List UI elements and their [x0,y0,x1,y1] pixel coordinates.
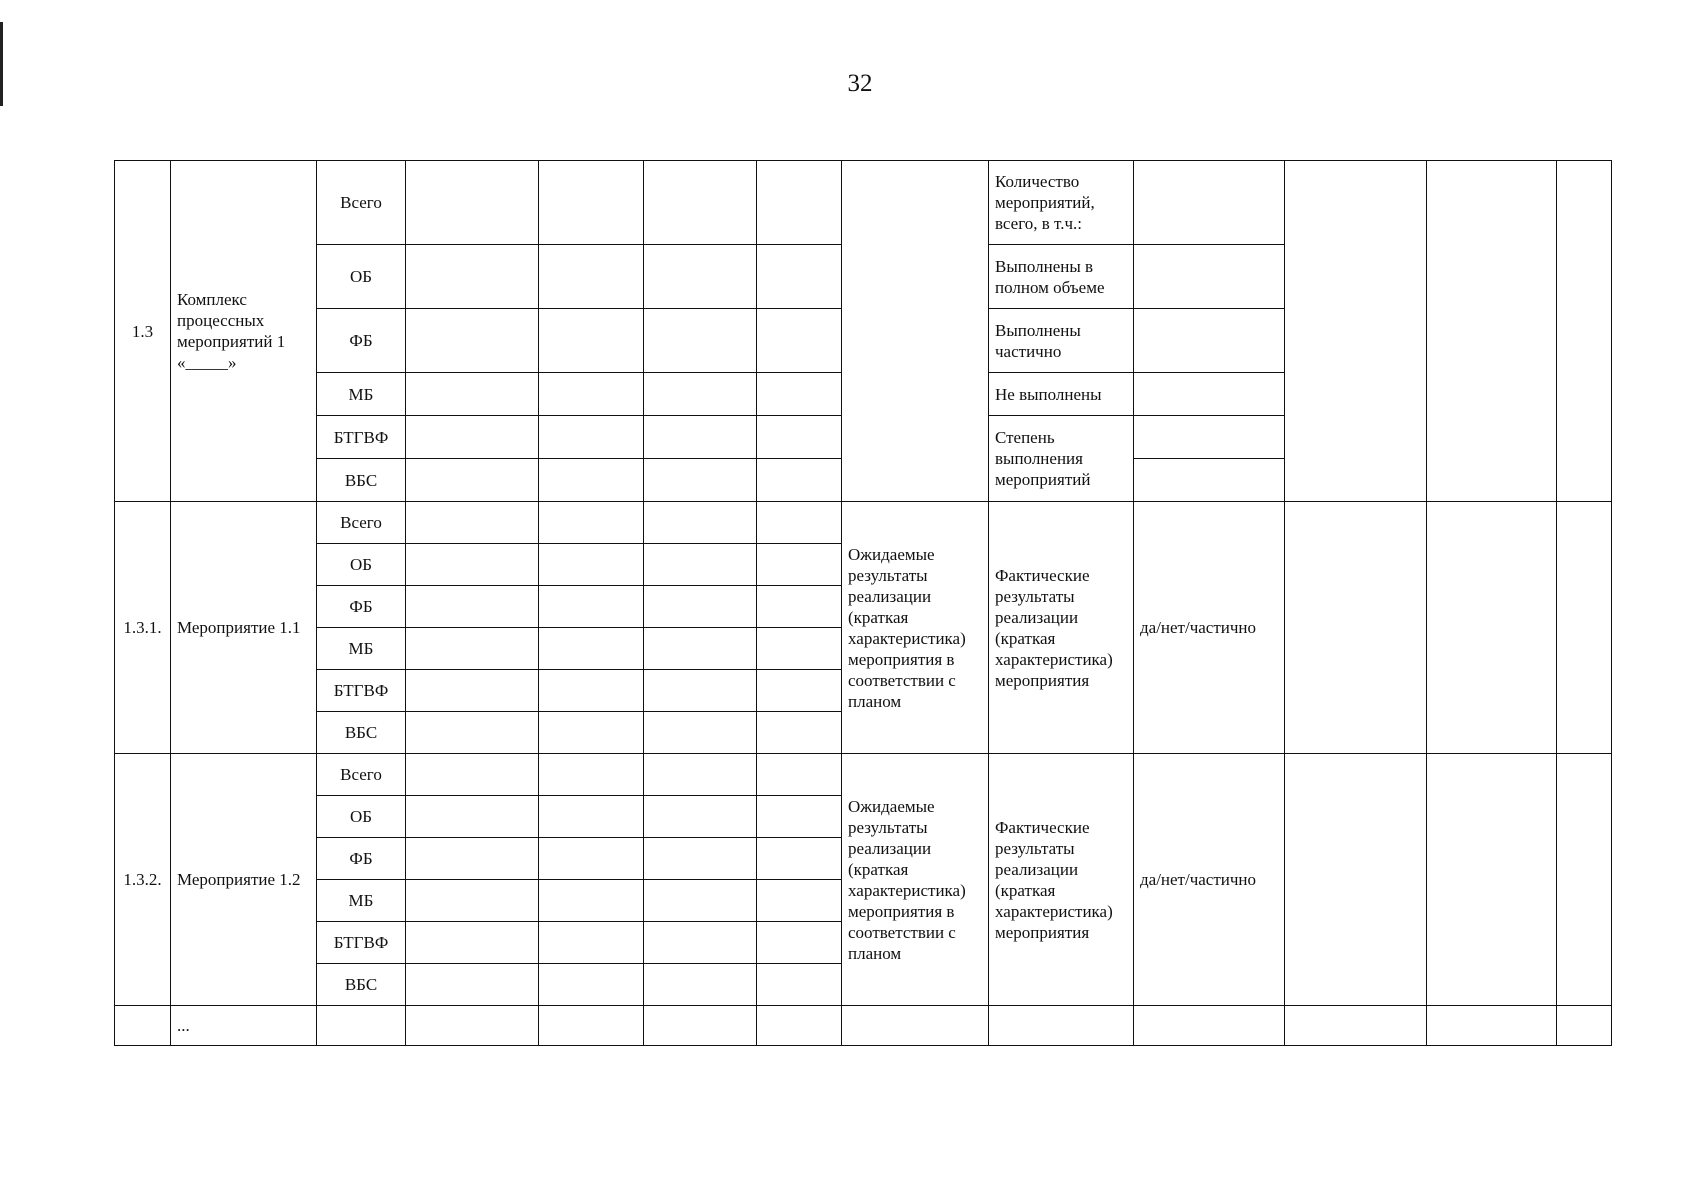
table-cell [644,459,757,502]
table-row [115,754,1612,796]
table-cell [406,1006,539,1046]
table-cell [644,1006,757,1046]
table-cell [539,373,644,416]
table-cell [539,880,644,922]
table-cell [644,922,757,964]
source-label: Всего [317,502,406,544]
table-cell [539,670,644,712]
table-cell [1427,502,1557,754]
table-cell [1134,309,1285,373]
table-cell [644,670,757,712]
table-cell [757,670,842,712]
table-cell [1285,754,1427,1006]
table-cell [644,754,757,796]
section-title: Комплекс процессных мероприятий 1 «_____» [171,161,317,502]
table-cell [757,586,842,628]
table-cell [757,502,842,544]
table-row [115,1006,1612,1046]
table-cell [406,373,539,416]
source-label: ВБС [317,459,406,502]
table-cell [644,373,757,416]
table-cell [1427,1006,1557,1046]
table-cell [757,309,842,373]
table-cell [539,964,644,1006]
table-cell [406,964,539,1006]
table-cell [757,416,842,459]
indicator-completed-full: Выполнены в полном объеме [989,245,1134,309]
table-cell [644,161,757,245]
indicator-completion-degree: Степень выполнения мероприятий [989,416,1134,502]
table-cell [757,373,842,416]
table-cell [1427,754,1557,1006]
activity-number: 1.3.1. [115,502,171,754]
table-cell [644,502,757,544]
table-cell [1134,373,1285,416]
table-cell [406,416,539,459]
source-label: ОБ [317,544,406,586]
table-cell [1557,161,1612,502]
table-cell [757,838,842,880]
table-cell [644,586,757,628]
source-label: МБ [317,880,406,922]
table-cell [406,670,539,712]
table-cell [1285,161,1427,502]
table-cell [539,459,644,502]
completion-status: да/нет/частично [1134,754,1285,1006]
source-label: Всего [317,754,406,796]
source-label: ФБ [317,309,406,373]
source-label: БТГВФ [317,922,406,964]
table-cell [317,1006,406,1046]
source-label: ВБС [317,712,406,754]
completion-status: да/нет/частично [1134,502,1285,754]
activity-number: 1.3.2. [115,754,171,1006]
table-cell [406,838,539,880]
table-cell [1427,161,1557,502]
table-cell [1134,416,1285,459]
table-cell [757,245,842,309]
table-cell [539,586,644,628]
table-cell [539,502,644,544]
table-cell [406,712,539,754]
table-cell [1134,1006,1285,1046]
table-cell [406,796,539,838]
table-cell [406,245,539,309]
actual-results: Фактические результаты реализации (краткая характеристика) мероприятия [989,754,1134,1006]
table-cell [989,1006,1134,1046]
table-cell [1285,502,1427,754]
table-cell [539,838,644,880]
source-label: ОБ [317,796,406,838]
table-cell [1134,161,1285,245]
expected-results: Ожидаемые результаты реализации (краткая характеристика) мероприятия в соответствии с планом [842,502,989,754]
table-cell [644,838,757,880]
table-cell [757,964,842,1006]
ellipsis-cell: ... [171,1006,317,1046]
table-cell [406,880,539,922]
source-label: БТГВФ [317,416,406,459]
table-cell [539,922,644,964]
table-cell [539,245,644,309]
source-label: ФБ [317,838,406,880]
table-cell [644,796,757,838]
table-cell [539,628,644,670]
indicator-completed-partial: Выполнены частично [989,309,1134,373]
source-label: ОБ [317,245,406,309]
table-cell [757,459,842,502]
table-cell [539,161,644,245]
indicator-not-completed: Не выполнены [989,373,1134,416]
activity-title: Мероприятие 1.2 [171,754,317,1006]
source-label: МБ [317,628,406,670]
source-label: Всего [317,161,406,245]
table-cell [406,544,539,586]
table-cell [539,754,644,796]
table-cell [539,712,644,754]
table-cell [842,161,989,502]
table-cell [1134,245,1285,309]
source-label: ВБС [317,964,406,1006]
table-cell [539,544,644,586]
table-cell [539,1006,644,1046]
table-cell [539,416,644,459]
table-cell [644,416,757,459]
source-label: МБ [317,373,406,416]
source-label: БТГВФ [317,670,406,712]
table-cell [1285,1006,1427,1046]
table-cell [757,922,842,964]
table-cell [757,161,842,245]
table-cell [406,628,539,670]
table-cell [1134,459,1285,502]
table-cell [757,628,842,670]
source-label: ФБ [317,586,406,628]
table-cell [406,754,539,796]
activity-title: Мероприятие 1.1 [171,502,317,754]
table-cell [842,1006,989,1046]
table-cell [757,544,842,586]
indicator-count-total: Количество мероприятий, всего, в т.ч.: [989,161,1134,245]
table-cell [406,459,539,502]
table-cell [757,796,842,838]
table-cell [757,1006,842,1046]
table-cell [644,712,757,754]
table-cell [644,964,757,1006]
table-cell [1557,1006,1612,1046]
table-cell [115,1006,171,1046]
expected-results: Ожидаемые результаты реализации (краткая характеристика) мероприятия в соответствии с планом [842,754,989,1006]
section-number: 1.3 [115,161,171,502]
table-cell [644,245,757,309]
table-row [115,502,1612,544]
table-cell [406,586,539,628]
table-cell [757,712,842,754]
table-cell [406,502,539,544]
table-cell [406,161,539,245]
table-cell [406,922,539,964]
table-cell [539,309,644,373]
table-cell [644,309,757,373]
actual-results: Фактические результаты реализации (краткая характеристика) мероприятия [989,502,1134,754]
table-cell [406,309,539,373]
table-cell [644,544,757,586]
table-cell [1557,754,1612,1006]
table-cell [644,628,757,670]
table-cell [757,880,842,922]
table-cell [757,754,842,796]
table-row [115,161,1612,245]
table-cell [644,880,757,922]
table-cell [539,796,644,838]
report-table [114,160,1612,1046]
table-cell [1557,502,1612,754]
page-number: 32 [847,70,873,97]
